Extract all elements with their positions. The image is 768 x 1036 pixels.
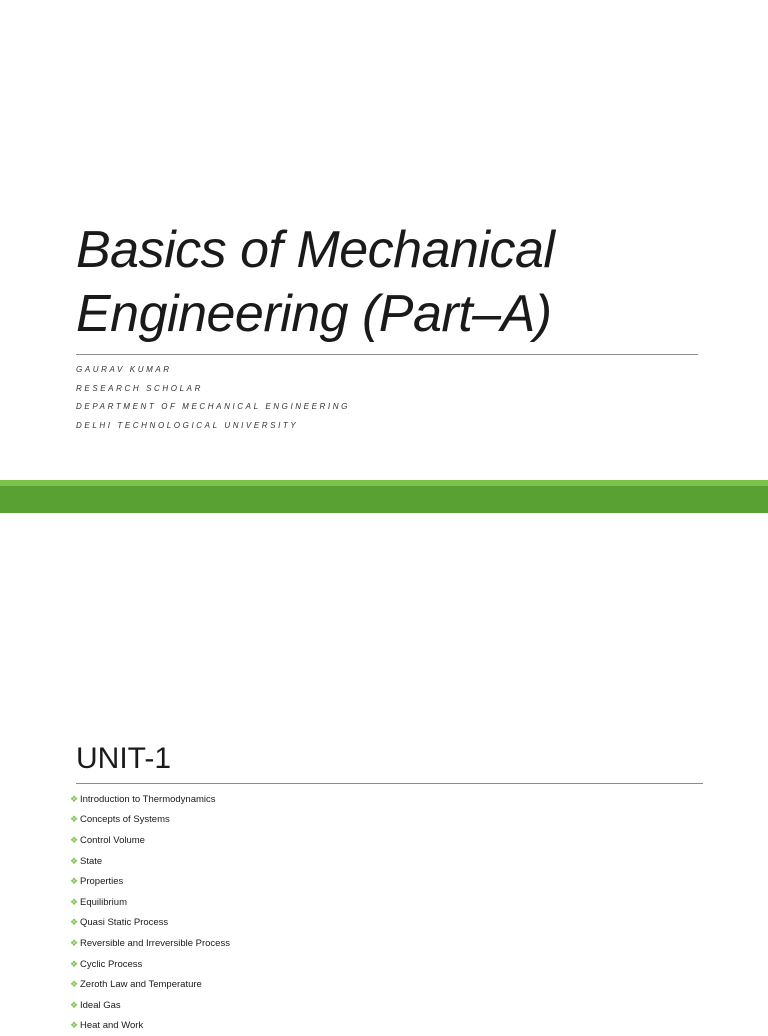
bullet-star-icon: ❖ [70, 793, 79, 804]
topic-label: Control Volume [80, 834, 145, 846]
bullet-star-icon: ❖ [70, 876, 79, 887]
unit-divider [76, 783, 703, 784]
title-divider [76, 354, 698, 355]
bullet-star-icon: ❖ [70, 937, 79, 948]
topic-item [70, 933, 230, 954]
topic-label: Quasi Static Process [80, 917, 169, 929]
topic-label: Reversible and Irreversible Process [80, 937, 230, 949]
bullet-star-icon: ❖ [70, 814, 79, 825]
bullet-star-icon: ❖ [70, 834, 79, 845]
topic-label: Concepts of Systems [80, 814, 170, 826]
author-university: DELHI TECHNOLOGICAL UNIVERSITY [76, 421, 299, 431]
unit-slide [0, 513, 768, 1032]
bullet-star-icon: ❖ [70, 896, 79, 907]
slide-title-line-2: Engineering (Part–A) [76, 285, 552, 343]
topic-label: Introduction to Thermodynamics [80, 793, 216, 805]
slide-title-line-1: Basics of Mechanical [76, 221, 555, 279]
topic-item [70, 830, 230, 851]
topic-label: Properties [80, 876, 124, 888]
author-department: DEPARTMENT OF MECHANICAL ENGINEERING [76, 402, 350, 412]
topic-list [70, 789, 230, 1036]
topic-label: State [80, 855, 103, 867]
bullet-star-icon: ❖ [70, 979, 79, 990]
slide-title [76, 218, 716, 346]
topic-item [70, 789, 230, 810]
topic-item [70, 995, 230, 1016]
topic-item [70, 851, 230, 872]
topic-item [70, 913, 230, 934]
topic-item [70, 974, 230, 995]
topic-item [70, 954, 230, 975]
topic-item [70, 892, 230, 913]
bullet-star-icon: ❖ [70, 958, 79, 969]
topic-item [70, 810, 230, 831]
author-info [76, 361, 350, 436]
topic-label: Zeroth Law and Temperature [80, 979, 202, 991]
author-name: GAURAV KUMAR [76, 365, 172, 374]
unit-heading: UNIT-1 [76, 742, 172, 775]
bullet-star-icon: ❖ [70, 1020, 79, 1031]
bullet-star-icon: ❖ [70, 999, 79, 1010]
slide-separator-band [0, 486, 768, 513]
topic-item [70, 871, 230, 892]
bullet-star-icon: ❖ [70, 917, 79, 928]
author-role: RESEARCH SCHOLAR [76, 383, 203, 393]
topic-label: Heat and Work [80, 1020, 144, 1032]
title-slide [0, 0, 768, 480]
bullet-star-icon: ❖ [70, 855, 79, 866]
topic-label: Cyclic Process [80, 958, 143, 970]
topic-label: Equilibrium [80, 896, 127, 908]
topic-item [70, 1016, 230, 1036]
topic-label: Ideal Gas [80, 999, 121, 1011]
